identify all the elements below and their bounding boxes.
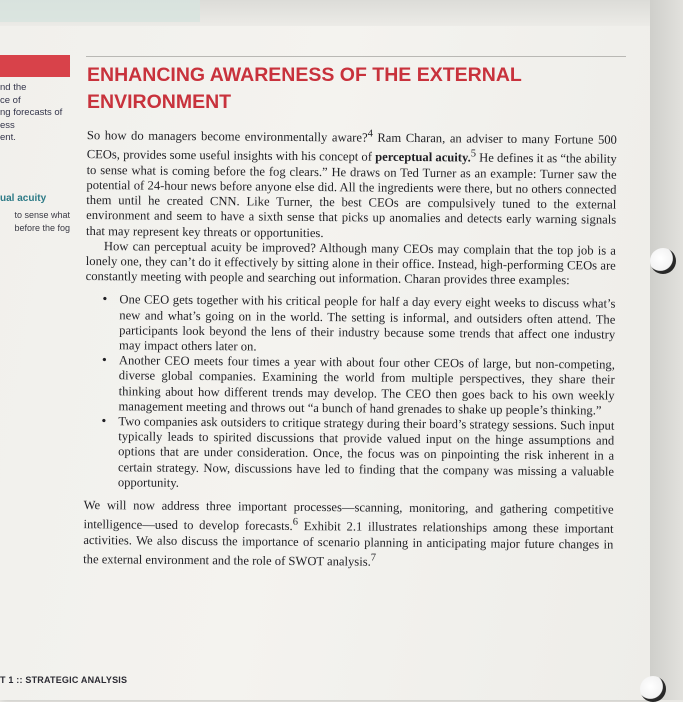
- previous-page-tint: [0, 0, 200, 22]
- margin-accent-bar: [0, 55, 70, 77]
- binder-hole-icon: [650, 248, 676, 274]
- glossary-definition-line: to sense what: [14, 210, 70, 220]
- footnote-ref: 6: [292, 517, 299, 529]
- footnote-ref: 7: [370, 552, 377, 564]
- bullet-icon: •: [102, 292, 108, 308]
- margin-note-line: nd the: [0, 82, 27, 93]
- paragraph-2: How can perceptual acuity be improved? Although many CEOs may complain that the top job is a lonely one, they can’t do it effectively by sitting alone in their office. Instead, high-performing CEOs are constantly meeting with people and searching out information. Charan provides three examples:: [85, 238, 616, 288]
- binder-hole-icon: [640, 676, 666, 702]
- heading-rule: [86, 56, 626, 57]
- page-edge-shadow: [650, 0, 683, 700]
- key-term: perceptual acuity.: [375, 150, 471, 165]
- bullet-icon: •: [101, 414, 107, 430]
- section-heading-line: ENHANCING AWARENESS OF THE EXTERNAL: [87, 64, 522, 86]
- footnote-ref: 5: [470, 148, 477, 160]
- text-run: Ram Charan, an adviser to many Fortune 500 CEOs, provides some useful insights with his concept of: [86, 130, 617, 165]
- text-run: Exhibit 2.1 illustrates relationships among these important activities. We also discuss the importance of scenario planning in anticipating major future changes in the external environment and the role of SWOT analysis.: [83, 519, 614, 569]
- page-footer: T 1 :: STRATEGIC ANALYSIS: [0, 675, 128, 685]
- paragraph-1: [86, 124, 617, 243]
- margin-note-line: ent.: [0, 132, 16, 143]
- page-top-edge: [0, 0, 683, 26]
- text-run: He defines it as “the ability to sense what is coming before the fog clears.” He draws on Ted Turner as an example: Turner saw the potential of 24-hour news before anyone else did. All the ingredients were there, but no others connected them until he created CNN. Like Turner, the best CEOs are compulsively tuned to the external environment and seem to have a sixth sense that picks up anomalies and detects early warning signals that may represent key threats or opportunities.: [86, 150, 617, 240]
- text-run: We will now address three important processes—scanning, monitoring, and gathering competitive intelligence—used to develop forecasts.: [83, 498, 614, 534]
- paragraph-3: [83, 498, 614, 572]
- list-item-text: Two companies ask outsiders to critique strategy during their board’s strategy sessions. Such input typically leads to spirited discussions that provide valued input on the hinge assumptions and options that are under consideration. Once, the focus was on pinpointing the risk inherent in a certain strategy. Now, discussions have led to finding that the company was missing a valuable opportunity.: [117, 414, 615, 490]
- section-heading-line: ENVIRONMENT: [87, 91, 232, 113]
- section-heading: [87, 62, 547, 116]
- footnote-ref: 4: [367, 128, 373, 140]
- list-item-text: Another CEO meets four times a year with about four other CEOs of large, but non-competing, diverse global companies. Examining the world from multiple perspectives, they share their thinking about how different trends may develop. The CEO then goes back to his own weekly management meeting and throws out “a bunch of hand grenades to shake up people’s thinking.”: [118, 353, 615, 418]
- margin-note-line: ng forecasts of: [0, 107, 63, 118]
- list-item: [101, 353, 615, 419]
- glossary-definition: [0, 209, 70, 235]
- glossary-definition-line: before the fog: [14, 223, 70, 233]
- list-item: [102, 292, 616, 358]
- bullet-icon: •: [101, 353, 107, 369]
- body-text: [83, 124, 617, 572]
- list-item: [101, 414, 615, 494]
- margin-note-line: ess: [0, 119, 15, 131]
- margin-note: [0, 82, 72, 145]
- margin-note-line: ce of: [0, 94, 21, 106]
- text-run: So how do managers become environmentally aware?: [86, 128, 368, 145]
- glossary-term: ual acuity: [0, 193, 47, 204]
- bullet-list: [84, 292, 616, 494]
- list-item-text: One CEO gets together with his critical people for half a day every eight weeks to discuss what’s new and what’s going on in the world. The setting is informal, and outsiders often attend. The participants look beyond the lens of their industry because some trends that affect one industry may impact others later on.: [119, 292, 616, 354]
